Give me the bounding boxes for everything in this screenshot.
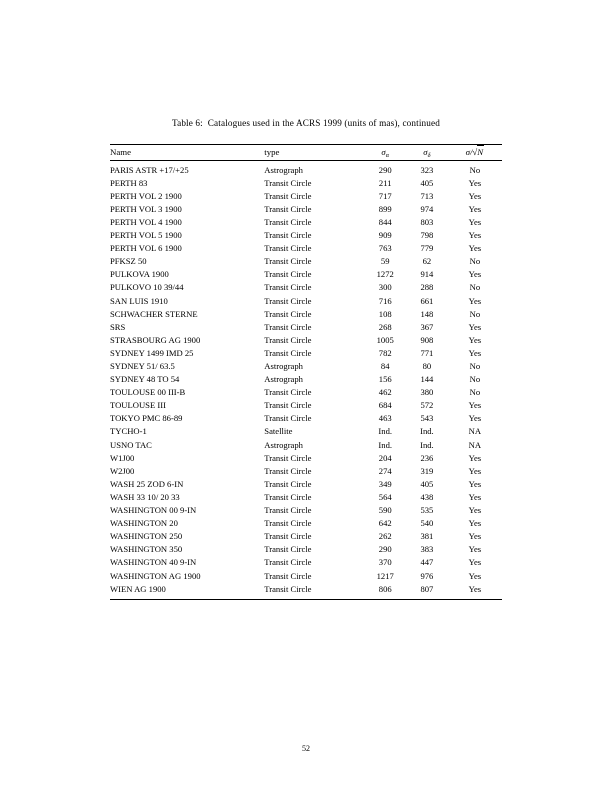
cell-sigma-delta: 535	[420, 505, 434, 516]
cell-sigma-alpha: 462	[378, 387, 392, 398]
cell-type: Astrograph	[264, 164, 303, 175]
cell-type: Astrograph	[264, 439, 303, 450]
cell-type: Transit Circle	[264, 177, 312, 188]
cell-sigma-delta: 236	[420, 452, 434, 463]
table-row	[110, 281, 502, 294]
column-header-sigma-alpha	[364, 145, 406, 161]
cell-sigma-over-sqrt-n: Yes	[468, 334, 482, 345]
cell-name: STRASBOURG AG 1900	[110, 334, 201, 345]
cell-sigma-over-sqrt-n: No	[469, 361, 481, 371]
cell-sigma-delta: 661	[420, 295, 434, 306]
cell-sigma-over-sqrt-n: Yes	[468, 413, 482, 424]
cell-sigma-delta: 779	[420, 243, 434, 254]
cell-sigma-alpha: 716	[378, 295, 392, 306]
cell-sigma-alpha: 84	[380, 361, 390, 371]
cell-type: Transit Circle	[264, 544, 312, 555]
table-row	[110, 242, 502, 255]
table-row	[110, 321, 502, 334]
cell-sigma-delta: 148	[420, 308, 434, 319]
table-caption-text: Table 6: Catalogues used in the ACRS 1999 (units of mas), continued	[171, 118, 441, 128]
cell-type: Transit Circle	[264, 505, 312, 516]
cell-sigma-delta: 62	[422, 256, 432, 267]
cell-name: USNO TAC	[110, 439, 152, 450]
table-header-row	[110, 145, 502, 161]
catalogues-table	[110, 144, 502, 600]
cell-type: Transit Circle	[264, 334, 312, 345]
cell-name: WASH 33 10/ 20 33	[110, 491, 180, 502]
cell-sigma-alpha: 564	[378, 491, 392, 502]
cell-sigma-over-sqrt-n: Yes	[468, 491, 482, 502]
cell-sigma-delta: 405	[420, 478, 434, 489]
cell-sigma-alpha: 1217	[376, 570, 394, 581]
cell-sigma-delta: 976	[420, 570, 434, 581]
cell-sigma-over-sqrt-n: Yes	[468, 177, 482, 188]
cell-name: W1J00	[110, 452, 135, 463]
cell-type: Transit Circle	[264, 478, 312, 489]
table-footer-rule	[110, 599, 502, 600]
cell-type: Transit Circle	[264, 190, 312, 201]
cell-sigma-alpha: 844	[378, 216, 392, 227]
table-bottom-rule-row	[110, 599, 502, 600]
cell-name: PERTH VOL 4 1900	[110, 216, 182, 227]
cell-name: WASH 25 ZOD 6-IN	[110, 478, 184, 489]
cell-sigma-delta: 80	[422, 361, 432, 371]
cell-sigma-delta: 288	[420, 282, 434, 293]
cell-sigma-delta: 319	[420, 465, 434, 476]
cell-type: Transit Circle	[264, 347, 312, 358]
cell-name: WASHINGTON 250	[110, 531, 183, 542]
cell-sigma-over-sqrt-n: No	[469, 374, 481, 385]
cell-sigma-over-sqrt-n: Yes	[468, 400, 482, 411]
table-row	[110, 216, 502, 229]
cell-sigma-alpha: 1005	[376, 334, 394, 345]
cell-sigma-alpha: 370	[378, 557, 392, 568]
cell-sigma-alpha: 782	[378, 347, 392, 358]
cell-sigma-alpha: 642	[378, 518, 392, 529]
cell-sigma-over-sqrt-n: Yes	[468, 203, 482, 214]
table-row	[110, 255, 502, 268]
cell-sigma-over-sqrt-n: Yes	[468, 347, 482, 358]
cell-type: Transit Circle	[264, 308, 312, 319]
cell-type: Transit Circle	[264, 203, 312, 214]
cell-sigma-delta: 908	[420, 334, 434, 345]
table-row	[110, 439, 502, 452]
cell-sigma-over-sqrt-n: Yes	[468, 465, 482, 476]
table-row	[110, 334, 502, 347]
cell-sigma-delta: 367	[420, 321, 434, 332]
cell-sigma-alpha: 290	[378, 164, 392, 175]
cell-sigma-delta: 974	[420, 203, 434, 214]
cell-name: PERTH VOL 3 1900	[110, 203, 182, 214]
table-row	[110, 425, 502, 438]
cell-name: WIEN AG 1900	[110, 583, 166, 594]
cell-sigma-delta: 543	[420, 413, 434, 424]
cell-sigma-alpha: 290	[378, 544, 392, 555]
column-header-sigma-over-sqrt-n	[448, 145, 502, 161]
cell-sigma-delta: 798	[420, 230, 434, 241]
cell-sigma-alpha: 899	[378, 203, 392, 214]
cell-name: TOKYO PMC 86-89	[110, 413, 183, 424]
sigma-alpha-symbol: σ	[381, 147, 386, 157]
cell-name: SYDNEY 48 TO 54	[110, 374, 180, 385]
cell-sigma-alpha: 763	[378, 243, 392, 254]
cell-sigma-over-sqrt-n: Yes	[468, 505, 482, 516]
table-row	[110, 399, 502, 412]
table-caption	[0, 118, 612, 128]
table-row	[110, 570, 502, 583]
cell-sigma-delta: 771	[420, 347, 434, 358]
column-header-sigma-delta	[406, 145, 448, 161]
cell-sigma-over-sqrt-n: Yes	[468, 544, 482, 555]
cell-sigma-over-sqrt-n: Yes	[468, 269, 482, 280]
table-body	[110, 161, 502, 600]
table-row	[110, 491, 502, 504]
sqrt-radical-icon: √	[472, 147, 478, 157]
table-row	[110, 347, 502, 360]
cell-sigma-delta: 144	[420, 374, 434, 385]
cell-name: PERTH 83	[110, 177, 148, 188]
cell-sigma-alpha: 806	[378, 583, 392, 594]
cell-type: Astrograph	[264, 374, 303, 385]
cell-name: WASHINGTON AG 1900	[110, 570, 201, 581]
cell-name: TOULOUSE 00 III-B	[110, 387, 186, 398]
cell-sigma-alpha: 1272	[376, 269, 394, 280]
cell-sigma-over-sqrt-n: Yes	[468, 230, 482, 241]
sqrt-radicand: N	[477, 145, 484, 159]
cell-name: PERTH VOL 5 1900	[110, 230, 182, 241]
cell-sigma-alpha: 204	[378, 452, 392, 463]
cell-sigma-alpha: 156	[378, 374, 392, 385]
cell-type: Transit Circle	[264, 256, 312, 267]
cell-name: TYCHO-1	[110, 426, 147, 437]
cell-sigma-alpha: 717	[378, 190, 392, 201]
cell-type: Transit Circle	[264, 465, 312, 476]
cell-type: Transit Circle	[264, 491, 312, 502]
cell-sigma-delta: 914	[420, 269, 434, 280]
cell-sigma-over-sqrt-n: Yes	[468, 243, 482, 254]
cell-sigma-delta: 713	[420, 190, 434, 201]
table-header	[110, 145, 502, 161]
cell-name: SYDNEY 51/ 63.5	[110, 361, 175, 371]
cell-sigma-delta: 323	[420, 164, 434, 175]
cell-sigma-delta: 540	[420, 518, 434, 529]
cell-name: WASHINGTON 350	[110, 544, 183, 555]
cell-name: SAN LUIS 1910	[110, 295, 168, 306]
cell-sigma-over-sqrt-n: Yes	[468, 583, 482, 594]
cell-sigma-alpha: 59	[380, 256, 390, 267]
cell-type: Transit Circle	[264, 230, 312, 241]
page-number: 52	[302, 744, 310, 753]
cell-name: W2J00	[110, 465, 135, 476]
cell-sigma-over-sqrt-n: Yes	[468, 518, 482, 529]
cell-name: SCHWACHER STERNE	[110, 308, 198, 319]
cell-sigma-delta: 383	[420, 544, 434, 555]
cell-sigma-over-sqrt-n: Yes	[468, 295, 482, 306]
cell-sigma-alpha: 300	[378, 282, 392, 293]
cell-sigma-delta: Ind.	[420, 439, 434, 450]
table-row	[110, 530, 502, 543]
sigma-alpha-subscript: α	[385, 152, 390, 159]
cell-name: SYDNEY 1499 IMD 25	[110, 347, 194, 358]
table-row	[110, 465, 502, 478]
sigma-over-symbol: σ/	[465, 147, 473, 157]
cell-type: Astrograph	[264, 361, 303, 371]
cell-type: Transit Circle	[264, 570, 312, 581]
cell-name: PFKSZ 50	[110, 256, 147, 267]
cell-sigma-over-sqrt-n: Yes	[468, 216, 482, 227]
table-row	[110, 203, 502, 216]
cell-type: Transit Circle	[264, 531, 312, 542]
cell-type: Transit Circle	[264, 243, 312, 254]
cell-type: Transit Circle	[264, 518, 312, 529]
cell-sigma-alpha: 262	[378, 531, 392, 542]
table-row	[110, 373, 502, 386]
cell-sigma-over-sqrt-n: Yes	[468, 557, 482, 568]
cell-name: WASHINGTON 40 9-IN	[110, 557, 197, 568]
table-row	[110, 268, 502, 281]
cell-sigma-delta: Ind.	[420, 426, 434, 437]
cell-sigma-over-sqrt-n: No	[469, 387, 481, 398]
table-row	[110, 517, 502, 530]
cell-sigma-delta: 381	[420, 531, 434, 542]
table-bottom-rule	[110, 599, 502, 600]
cell-name: PULKOVA 1900	[110, 269, 169, 280]
cell-name: PULKOVO 10 39/44	[110, 282, 184, 293]
cell-sigma-over-sqrt-n: No	[469, 282, 481, 293]
table-row	[110, 161, 502, 177]
cell-sigma-delta: 803	[420, 216, 434, 227]
table-row	[110, 386, 502, 399]
cell-name: WASHINGTON 00 9-IN	[110, 505, 197, 516]
table-row	[110, 177, 502, 190]
cell-name: WASHINGTON 20	[110, 518, 178, 529]
cell-type: Transit Circle	[264, 321, 312, 332]
cell-sigma-over-sqrt-n: Yes	[468, 190, 482, 201]
cell-sigma-over-sqrt-n: Yes	[468, 478, 482, 489]
cell-sigma-alpha: 108	[378, 308, 392, 319]
cell-name: TOULOUSE III	[110, 400, 166, 411]
cell-sigma-alpha: 211	[378, 177, 392, 188]
cell-sigma-alpha: 349	[378, 478, 392, 489]
sigma-delta-subscript: δ	[427, 152, 431, 159]
table-row	[110, 360, 502, 373]
cell-type: Transit Circle	[264, 583, 312, 594]
table-row	[110, 308, 502, 321]
cell-sigma-alpha: 463	[378, 413, 392, 424]
cell-type: Transit Circle	[264, 413, 312, 424]
table-row	[110, 452, 502, 465]
cell-sigma-alpha: 268	[378, 321, 392, 332]
cell-type: Transit Circle	[264, 282, 312, 293]
cell-type: Transit Circle	[264, 400, 312, 411]
cell-sigma-delta: 572	[420, 400, 434, 411]
cell-sigma-delta: 380	[420, 387, 434, 398]
cell-sigma-over-sqrt-n: No	[469, 256, 481, 267]
cell-sigma-alpha: 684	[378, 400, 392, 411]
cell-sigma-over-sqrt-n: No	[469, 308, 481, 319]
cell-name: PERTH VOL 2 1900	[110, 190, 182, 201]
cell-type: Transit Circle	[264, 557, 312, 568]
cell-sigma-over-sqrt-n: Yes	[468, 321, 482, 332]
column-header-name: Name	[110, 145, 264, 161]
cell-sigma-alpha: 274	[378, 465, 392, 476]
cell-sigma-delta: 447	[420, 557, 434, 568]
cell-sigma-delta: 405	[420, 177, 434, 188]
cell-sigma-over-sqrt-n: Yes	[468, 531, 482, 542]
cell-type: Satellite	[264, 426, 293, 437]
sigma-delta-symbol: σ	[423, 147, 428, 157]
cell-sigma-delta: 807	[420, 583, 434, 594]
cell-type: Transit Circle	[264, 269, 312, 280]
cell-sigma-alpha: Ind.	[378, 439, 393, 450]
cell-name: SRS	[110, 321, 126, 332]
cell-sigma-alpha: 590	[378, 505, 392, 516]
cell-name: PARIS ASTR +17/+25	[110, 164, 189, 175]
cell-type: Transit Circle	[264, 295, 312, 306]
cell-sigma-alpha: 909	[378, 230, 392, 241]
cell-type: Transit Circle	[264, 387, 312, 398]
cell-sigma-over-sqrt-n: No	[469, 164, 481, 175]
table-row	[110, 295, 502, 308]
cell-sigma-over-sqrt-n: Yes	[468, 570, 482, 581]
cell-type: Transit Circle	[264, 216, 312, 227]
cell-sigma-delta: 438	[420, 491, 434, 502]
table-row	[110, 504, 502, 517]
table-row	[110, 229, 502, 242]
cell-sigma-over-sqrt-n: NA	[468, 439, 482, 450]
column-header-type: type	[264, 145, 364, 161]
table-row	[110, 478, 502, 491]
table-row	[110, 412, 502, 425]
cell-type: Transit Circle	[264, 452, 312, 463]
table-row	[110, 190, 502, 203]
cell-sigma-alpha: Ind.	[378, 426, 393, 437]
table-row	[110, 583, 502, 600]
cell-sigma-over-sqrt-n: NA	[468, 426, 482, 437]
table-row	[110, 556, 502, 569]
table-row	[110, 543, 502, 556]
cell-name: PERTH VOL 6 1900	[110, 243, 182, 254]
cell-sigma-over-sqrt-n: Yes	[468, 452, 482, 463]
